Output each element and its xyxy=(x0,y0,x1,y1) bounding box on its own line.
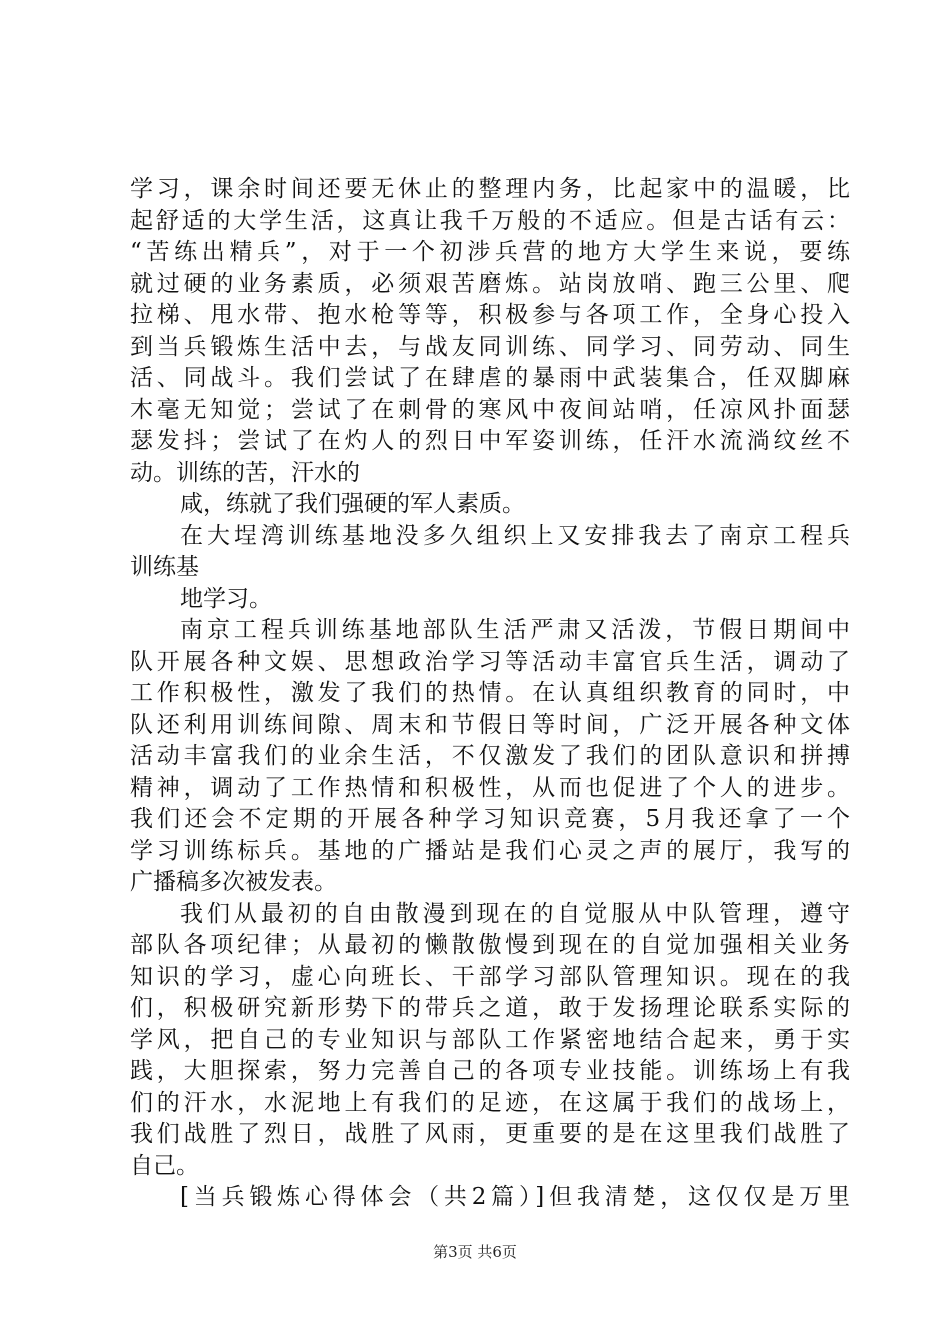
text-line: 自己。 xyxy=(130,1152,199,1179)
text-line: 活、同战斗。我们尝试了在肆虐的暴雨中武装集合，任双脚麻 xyxy=(130,365,850,391)
text-line: 们，积极研究新形势下的带兵之道，敢于发扬理论联系实际的 xyxy=(130,995,850,1021)
document-body xyxy=(130,174,850,1214)
text-line: 学习，课余时间还要无休止的整理内务，比起家中的温暖，比 xyxy=(130,176,850,202)
text-line: 我们还会不定期的开展各种学习知识竞赛，5月我还拿了一个 xyxy=(130,806,850,832)
text-line: 地学习。 xyxy=(180,585,272,612)
paragraph-start-line: 我们从最初的自由散漫到现在的自觉服从中队管理，遵守 xyxy=(180,900,850,927)
text-line: “苦练出精兵”，对于一个初涉兵营的地方大学生来说，要练 xyxy=(130,239,850,265)
text-line: 咸，练就了我们强硬的军人素质。 xyxy=(180,491,525,517)
text-line: 队开展各种文娱、思想政治学习等活动丰富官兵生活，调动了 xyxy=(130,648,850,675)
text-line: 到当兵锻炼生活中去，与战友同训练、同学习、同劳动、同生 xyxy=(130,333,850,360)
text-line: 木毫无知觉；尝试了在刺骨的寒风中夜间站哨，任凉风扑面瑟 xyxy=(130,396,850,423)
text-line: 训练基 xyxy=(130,554,199,580)
paragraph-start-line: [当兵锻炼心得体会（共2篇）]但我清楚，这仅仅是万里 xyxy=(180,1184,850,1210)
text-line: 知识的学习，虚心向班长、干部学习部队管理知识。现在的我 xyxy=(130,963,850,990)
page-number-footer: 第3页 共6页 xyxy=(433,1243,517,1261)
text-line: 队还利用训练间隙、周末和节假日等时间，广泛开展各种文体 xyxy=(130,711,850,738)
paragraph-start-line: 在大埕湾训练基地没多久组织上又安排我去了南京工程兵 xyxy=(180,522,850,549)
text-line: 部队各项纪律；从最初的懒散傲慢到现在的自觉加强相关业务 xyxy=(130,932,850,958)
text-line: 活动丰富我们的业余生活，不仅激发了我们的团队意识和拼搏 xyxy=(130,743,850,769)
text-line: 就过硬的业务素质，必须艰苦磨炼。站岗放哨、跑三公里、爬 xyxy=(130,270,850,297)
text-line: 广播稿多次被发表。 xyxy=(130,869,337,895)
paragraph-start-line: 南京工程兵训练基地部队生活严肃又活泼，节假日期间中 xyxy=(180,617,850,643)
text-line: 践，大胆探索，努力完善自己的各项专业技能。训练场上有我 xyxy=(130,1058,850,1084)
text-line: 工作积极性，激发了我们的热情。在认真组织教育的同时，中 xyxy=(130,680,850,706)
text-line: 瑟发抖；尝试了在灼人的烈日中军姿训练，任汗水流淌纹丝不 xyxy=(130,428,850,454)
text-line: 学习训练标兵。基地的广播站是我们心灵之声的展厅，我写的 xyxy=(130,837,850,864)
text-line: 我们战胜了烈日，战胜了风雨，更重要的是在这里我们战胜了 xyxy=(130,1121,850,1147)
text-line: 们的汗水，水泥地上有我们的足迹，在这属于我们的战场上， xyxy=(130,1089,850,1116)
text-line: 起舒适的大学生活，这真让我千万般的不适应。但是古话有云： xyxy=(130,207,850,234)
text-line: 拉梯、甩水带、抱水枪等等，积极参与各项工作，全身心投入 xyxy=(130,302,850,328)
text-line: 精神，调动了工作热情和积极性，从而也促进了个人的进步。 xyxy=(130,774,850,801)
text-line: 学风，把自己的专业知识与部队工作紧密地结合起来，勇于实 xyxy=(130,1026,850,1053)
text-line: 动。训练的苦，汗水的 xyxy=(130,459,360,486)
